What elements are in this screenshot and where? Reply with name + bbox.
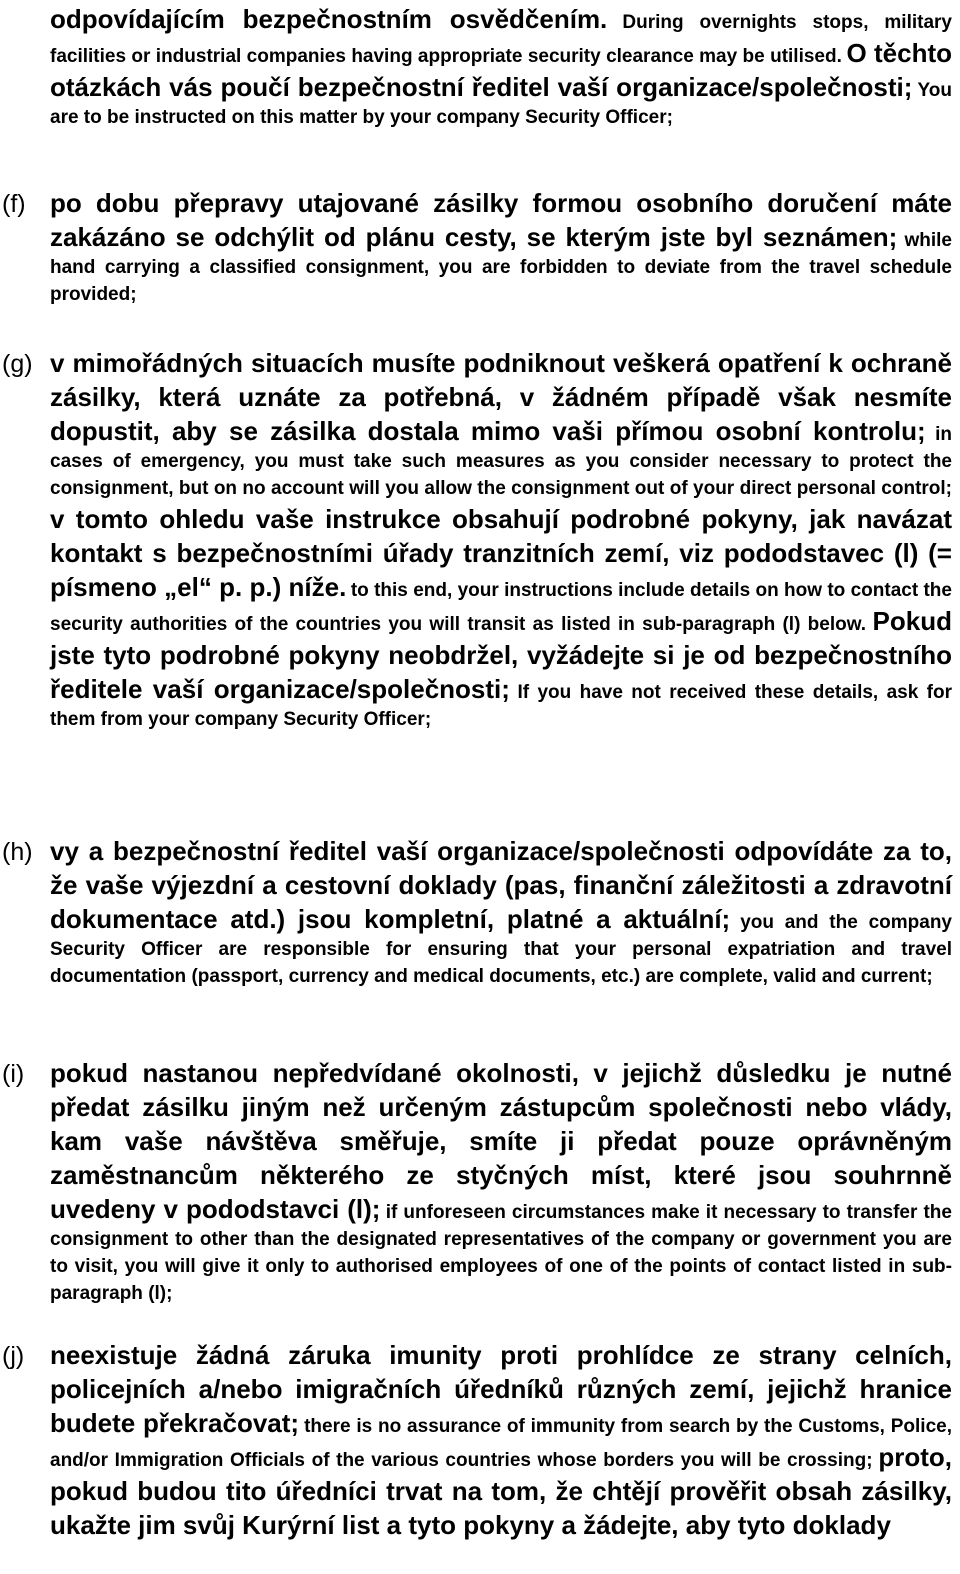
- item-paragraph: [50, 1056, 952, 1307]
- item-paragraph: [50, 346, 952, 733]
- item-cz-text: vy a bezpečnostní ředitel vaší organizace/společnosti odpovídáte za to, že vaše výjezdní a cestovní doklady (pas, finanční záležitosti a zdravotní dokumentace atd.) jsou kompletní, platné a aktuální;: [50, 836, 952, 934]
- item-marker: (h): [2, 838, 33, 866]
- item-en-text: if unforeseen circumstances make it necessary to transfer the consignment to other than the designated representatives of the company or government you are to visit, you will give it only to authorised employees of one of the points of contact listed in sub-paragraph (l);: [50, 1202, 952, 1304]
- intro-en-text-2: You are to be instructed on this matter by your company Security Officer;: [50, 80, 952, 128]
- item-paragraph: [50, 834, 952, 990]
- item-cz-text: v tomto ohledu vaše instrukce obsahují podrobné pokyny, jak navázat kontakt s bezpečnostními úřady tranzitních zemí, viz pododstavec (l) (= písmeno „el“ p. p.) níže.: [50, 504, 952, 602]
- item-en-text: in cases of emergency, you must take such measures as you consider necessary to protect the consignment, but on no account will you allow the consignment out of your direct personal control;: [50, 424, 952, 499]
- item-marker: (i): [2, 1060, 25, 1088]
- item-en-text: while hand carrying a classified consignment, you are forbidden to deviate from the travel schedule provided;: [50, 230, 952, 305]
- item-cz-text: proto, pokud budou tito úředníci trvat na tom, že chtějí prověřit obsah zásilky, ukažte jim svůj Kurýrní list a tyto pokyny a žádejte, aby tyto doklady: [50, 1442, 952, 1540]
- intro-cz-text-1: odpovídajícím bezpečnostním osvědčením.: [50, 4, 608, 34]
- item-paragraph: [50, 186, 952, 308]
- item-cz-text: neexistuje žádná záruka imunity proti prohlídce ze strany celních, policejních a/nebo imigračních úředníků různých zemí, jejichž hranice budete překračovat;: [50, 1340, 952, 1438]
- item-en-text: you and the company Security Officer are responsible for ensuring that your personal expatriation and travel documentation (passport, currency and medical documents, etc.) are complete, valid and current;: [50, 912, 952, 987]
- intro-paragraph: [50, 2, 952, 131]
- item-cz-text: po dobu přepravy utajované zásilky formou osobního doručení máte zakázáno se odchýlit od plánu cesty, se kterým jste byl seznámen;: [50, 188, 952, 252]
- item-paragraph: [50, 1338, 952, 1542]
- intro-cz-text-2: O těchto otázkách vás poučí bezpečnostní ředitel vaší organizace/společnosti;: [50, 38, 952, 102]
- item-marker: (f): [2, 190, 26, 218]
- item-en-text: If you have not received these details, ask for them from your company Security Officer;: [50, 682, 952, 730]
- item-en-text: there is no assurance of immunity from search by the Customs, Police, and/or Immigration Officials of the various countries whose borders you will be crossing;: [50, 1416, 952, 1471]
- item-cz-text: v mimořádných situacích musíte podniknout veškerá opatření k ochraně zásilky, která uznáte za potřebná, v žádném případě však nesmíte dopustit, aby se zásilka dostala mimo vaši přímou osobní kontrolu;: [50, 348, 952, 446]
- item-en-text: to this end, your instructions include details on how to contact the security authorities of the countries you will transit as listed in sub-paragraph (l) below.: [50, 580, 952, 635]
- item-cz-text: pokud nastanou nepředvídané okolnosti, v jejichž důsledku je nutné předat zásilku jiným než určeným zástupcům společnosti nebo vlády, kam vaše návštěva směřuje, smíte ji předat pouze oprávněným zaměstnancům některého ze styčných míst, které jsou souhrnně uvedeny v pododstavci (l);: [50, 1058, 952, 1224]
- item-marker: (g): [2, 350, 33, 378]
- intro-en-text-1: During overnights stops, military facilities or industrial companies having appropriate security clearance may be utilised.: [50, 12, 952, 67]
- item-cz-text: Pokud jste tyto podrobné pokyny neobdržel, vyžádejte si je od bezpečnostního ředitele vaší organizace/společnosti;: [50, 606, 952, 704]
- item-marker: (j): [2, 1342, 25, 1370]
